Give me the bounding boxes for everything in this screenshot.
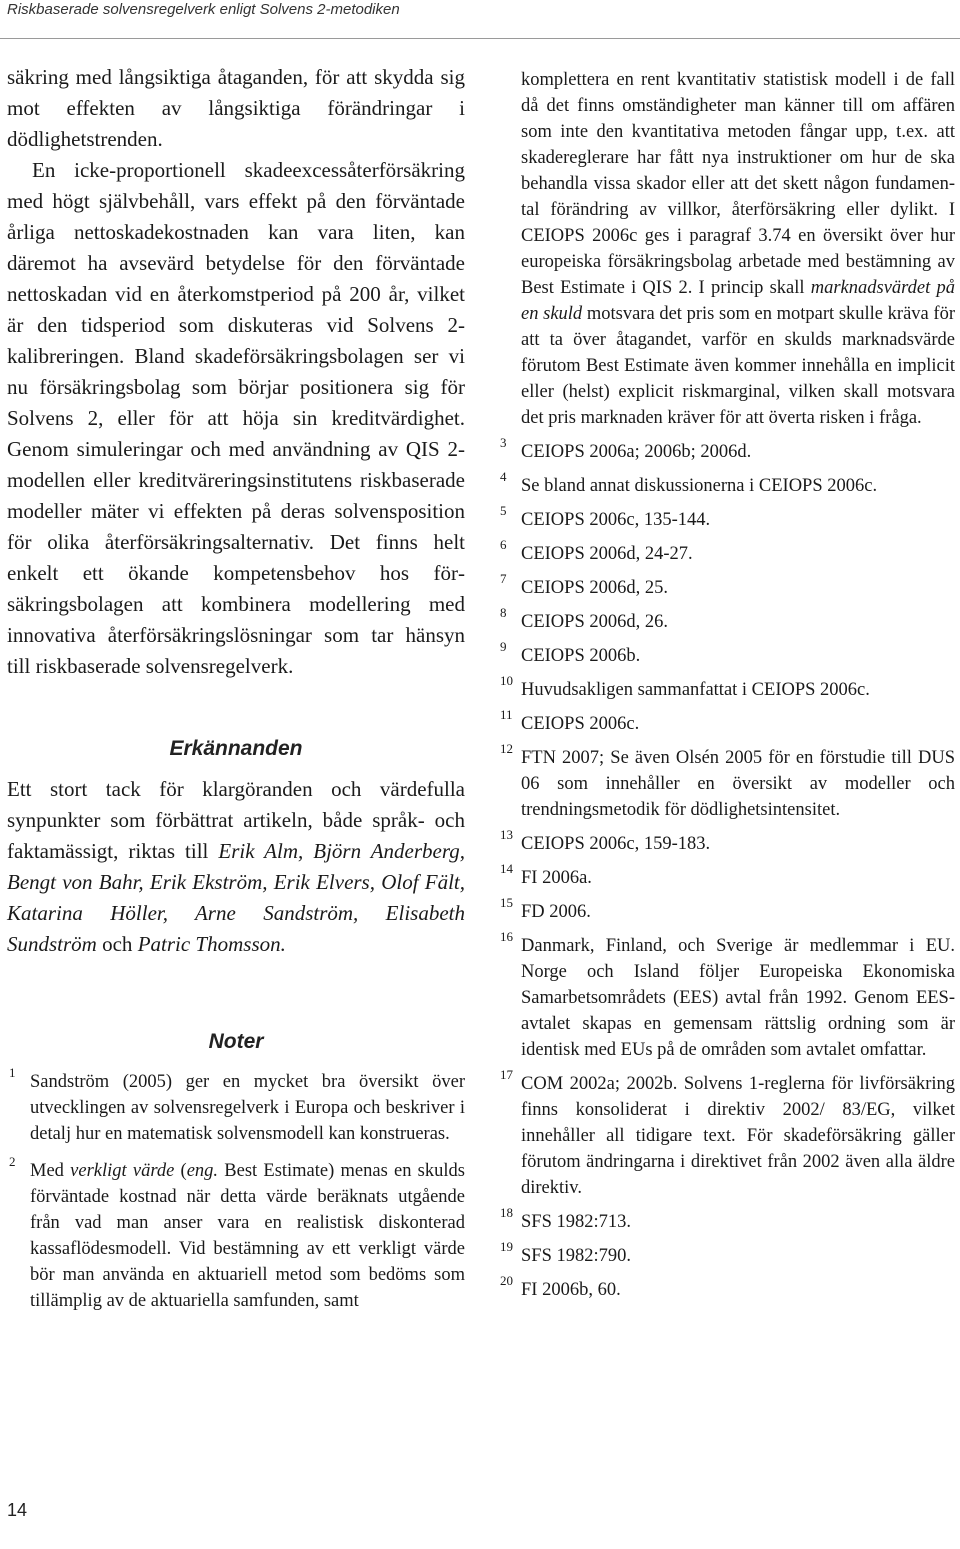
footnote-italic-term: verkligt värde: [70, 1161, 175, 1181]
footnote-9: [497, 639, 955, 669]
footnote-17: [497, 1067, 955, 1201]
footnote-7: [497, 571, 955, 601]
footnote-number: 9: [500, 639, 507, 654]
running-header: Riskbaserade solvensregelverk enligt Solvens 2-metodiken: [7, 1, 400, 18]
acknowledgements-conjunction: och: [96, 932, 138, 956]
footnote-11: [497, 707, 955, 737]
footnote-text: CEIOPS 2006d, 26.: [521, 612, 668, 632]
continuation-text-pre: komplettera en rent kvantitativ statistisk modell i de fall då det finns omständigheter man känner till om affären som inte den kvantitativa metoden fångar upp, t.ex. att skadereglerare har fått nya instruktioner om hur de ska behandla vissa skador eller att det skett någon fundamental förändring av villkor, återförsäkring eller dylikt. I CEIOPS 2006c ges i paragraf 3.74 en översikt över hur europeiska försäkringsbolag arbetade med bestämning av Best Estimate i QIS 2. I princip skall: [521, 70, 955, 298]
acknowledgements-heading: Erkännanden: [169, 737, 303, 760]
footnote-15: [497, 895, 955, 925]
footnote-18: [497, 1205, 955, 1235]
footnote-number: 17: [500, 1067, 513, 1082]
footnote-1: [7, 1065, 465, 1147]
footnote-text: Se bland annat diskussionerna i CEIOPS 2006c.: [521, 476, 878, 496]
footnote-text: CEIOPS 2006c.: [521, 714, 640, 734]
footnote-number: 14: [500, 861, 513, 876]
page-number: 14: [7, 1500, 28, 1520]
footnote-italic-abbrev: eng.: [186, 1161, 219, 1181]
footnote-10: [497, 673, 955, 703]
footnote-text: Sandström (2005) ger en mycket bra översikt över utvecklingen av solvensregelverk i Europa och beskriver i detalj hur en matematisk solvensmodell kan konstrueras.: [30, 1072, 465, 1144]
footnote-text: CEIOPS 2006d, 24-27.: [521, 544, 693, 564]
acknowledgements-text: [7, 774, 465, 960]
footnote-6: [497, 537, 955, 567]
footnote-text: COM 2002a; 2002b. Solvens 1-reglerna för livförsäkring finns konsoliderat i direktiv 2002/ 83/EG, vilket innehåller all tidigare text. För skadeförsäkring gäller förutom ändringarna i direktivet från 2002 även alla äldre direktiv.: [521, 1074, 955, 1198]
footnote-text: FD 2006.: [521, 902, 591, 922]
footnote-text: FI 2006a.: [521, 868, 592, 888]
body-paragraph-1: säkring med långsiktiga åtaganden, för att skydda sig mot effekten av långsiktiga förändringar i dödlighetstrenden.: [7, 65, 465, 151]
footnote-number: 13: [500, 827, 513, 842]
footnote-text: FI 2006b, 60.: [521, 1280, 621, 1300]
footnote-text: CEIOPS 2006c, 159-183.: [521, 834, 711, 854]
footnote-text-pre: Med: [30, 1161, 71, 1181]
footnote-text-rest: Best Estimate) menas en skulds förväntade kostnad när detta värde beräknats utgående från vad man anser vara en realistisk diskonterad kassaflödesmodell. Vid bestämning av ett verkligt värde bör man använda en aktuariell metod som bedöms som tillämplig av de aktuariella samfunden, samt: [30, 1161, 465, 1311]
footnote-list-right: [497, 435, 955, 1303]
footnote-text: SFS 1982:713.: [521, 1212, 632, 1232]
notes-heading: Noter: [208, 1030, 264, 1053]
footnote-number: 1: [9, 1065, 16, 1080]
footnote-number: 18: [500, 1205, 513, 1220]
left-column: [7, 62, 465, 1325]
continuation-italic-term: marknadsvärdet på en skuld: [521, 278, 956, 324]
footnote-number: 6: [500, 537, 507, 552]
footnote-number: 12: [500, 741, 513, 756]
footnote-text: CEIOPS 2006c, 135-144.: [521, 510, 711, 530]
footnote-text: CEIOPS 2006d, 25.: [521, 578, 668, 598]
footnote-2: [7, 1154, 465, 1314]
footnote-14: [497, 861, 955, 891]
footnote-text: Huvudsakligen sammanfattat i CEIOPS 2006c.: [521, 680, 870, 700]
footnote-3: [497, 435, 955, 465]
footnote-16: [497, 929, 955, 1063]
footnote-number: 10: [500, 673, 513, 688]
footnote-number: 20: [500, 1273, 513, 1288]
header-rule: [0, 38, 960, 39]
footnote-list-left: [7, 1065, 465, 1314]
footnote-number: 15: [500, 895, 513, 910]
continuation-text-post: motsvara det pris som en motpart skulle kräva för att ta över åtagandet, varför en skulds marknadsvärde förutom Best Estimate även kommer innehålla en implicit eller (helst) explicit riskmarginal, vilken skall motsvara det pris marknaden kräver för att överta risken i fråga.: [521, 304, 956, 428]
footnote-number: 3: [500, 435, 507, 450]
footnote-number: 19: [500, 1239, 513, 1254]
footnote-20: [497, 1273, 955, 1303]
footnote-text: FTN 2007; Se även Olsén 2005 för en förstudie till DUS 06 som innehåller en översikt av modeller och trendningsmetodik för dödlighetsintensitet.: [521, 748, 955, 820]
footnote-4: [497, 469, 955, 499]
footnote-5: [497, 503, 955, 533]
footnote-number: 4: [500, 469, 507, 484]
footnote-number: 11: [500, 707, 513, 722]
footnote-text: CEIOPS 2006a; 2006b; 2006d.: [521, 442, 752, 462]
footnote-2-continuation: [497, 67, 955, 431]
acknowledgements-intro: Ett stort tack för klargöranden och värdefulla synpunkter som förbättrat artikeln, både språk- och faktamässigt, riktas till: [7, 777, 465, 863]
footnote-number: 7: [500, 571, 507, 586]
acknowledgements-last-name: Patric Thomsson.: [137, 932, 286, 956]
footnote-number: 5: [500, 503, 507, 518]
footnote-number: 8: [500, 605, 507, 620]
body-paragraph-2: En icke-proportionell skadeexcessåterförsäkring med högt självbehåll, vars effekt på den förväntade årliga nettoskadekostnaden kan vara liten, kan däremot ha avsevärd betydelse för den förväntade nettoskadan vid en återkomstperiod på 200 år, vilket är den tidsperiod som diskuteras vid Solvens 2-kalibreringen. Bland skadeförsäkringsbolagen ser vi nu försäkringsbolag som börjar positionera sig för Solvens 2, eller för att höja sin kreditvärdighet. Genom simuleringar och med användning av QIS 2-modellen eller kreditväreringsinstitutens riskbaserade modeller mäter vi effekten på deras solvensposition för olika återförsäkringsalternativ. Det finns helt enkelt ett ökande kompetensbehov hos försäkringsbolagen att kombinera modellering med innovativa återförsäkringslösningar som tar hänsyn till riskbaserade solvensregelverk.: [7, 158, 465, 678]
footnote-text-mid: (: [174, 1161, 187, 1181]
footnote-text: CEIOPS 2006b.: [521, 646, 641, 666]
right-column: [497, 67, 955, 1311]
footnote-number: 2: [9, 1154, 16, 1169]
acknowledgements-names: Erik Alm, Björn Anderberg, Bengt von Bahr, Erik Ekström, Erik Elvers, Olof Fält, Katarina Höller, Arne Sandström, Elisabeth Sundström: [7, 839, 465, 956]
footnote-number: 16: [500, 929, 513, 944]
footnote-text: Danmark, Finland, och Sverige är medlemmar i EU. Norge och Island följer Europeiska Ekonomiska Samarbetsområdets (EES) avtal från 1992. Genom EES-avtalet skapas en gemensam rättslig ordning som är identisk med EUs på de områden som avtalet omfattar.: [521, 936, 955, 1060]
footnote-8: [497, 605, 955, 635]
footnote-13: [497, 827, 955, 857]
footnote-12: [497, 741, 955, 823]
footnote-19: [497, 1239, 955, 1269]
footnote-text: SFS 1982:790.: [521, 1246, 632, 1266]
